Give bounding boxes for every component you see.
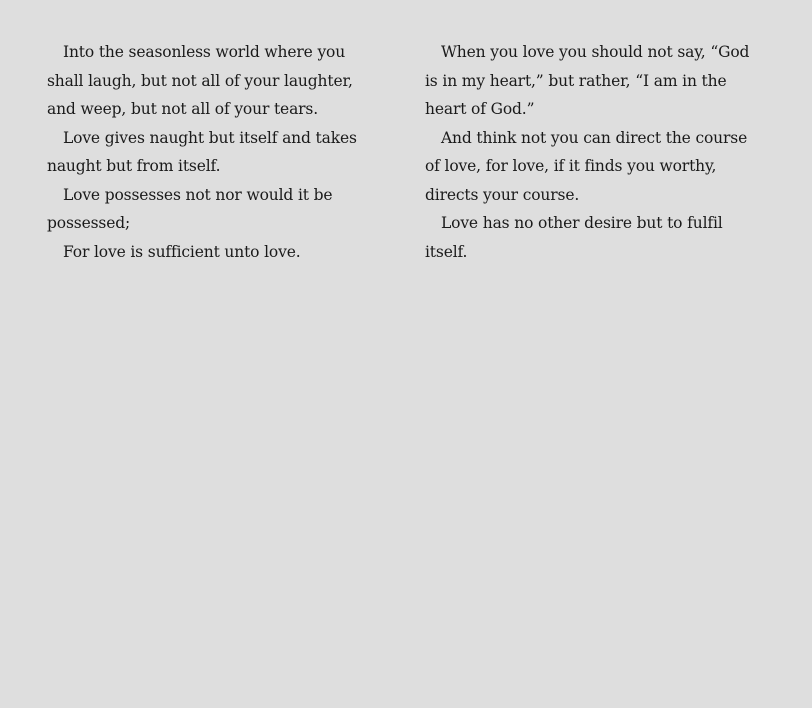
paragraph: Love gives naught but itself and takes naught but from itself. bbox=[47, 128, 357, 175]
text-column-right bbox=[425, 38, 751, 266]
paragraph: When you love you should not say, “God is in my heart,” but rather, “I am in the heart of God.” bbox=[425, 43, 750, 118]
paragraph: Love possesses not nor would it be possessed; bbox=[47, 185, 333, 232]
paragraph: Into the seasonless world where you shall laugh, but not all of your laughter, and weep, but not all of your tears. bbox=[47, 43, 353, 118]
paragraph: And think not you can direct the course of love, for love, if it finds you worthy, directs your course. bbox=[425, 128, 748, 204]
paragraph: Love has no other desire but to fulfil itself. bbox=[425, 214, 723, 261]
text-column-left bbox=[47, 38, 375, 266]
paragraph: For love is sufficient unto love. bbox=[63, 242, 301, 261]
